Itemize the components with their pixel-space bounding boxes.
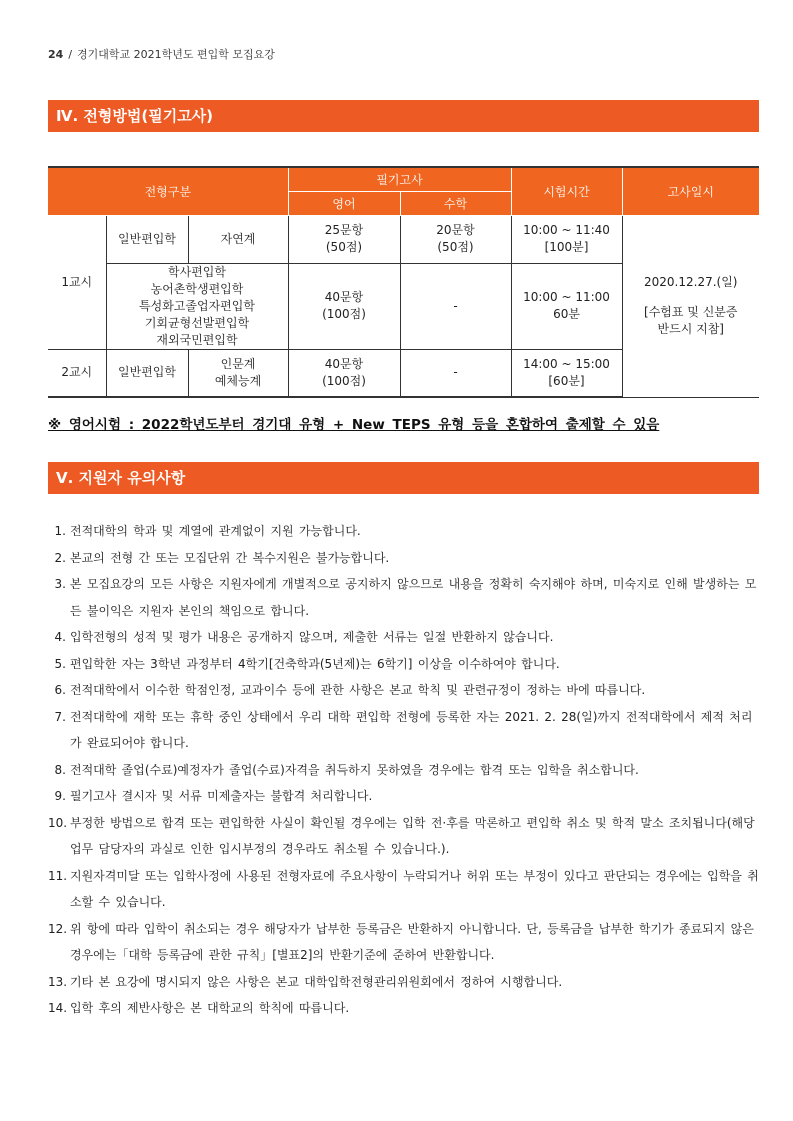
admission-type: 재외국민편입학	[156, 332, 238, 347]
table-header-row	[48, 167, 759, 191]
time-range: 10:00 ~ 11:00	[523, 290, 610, 304]
duration: [60분]	[548, 373, 585, 388]
list-item	[48, 624, 763, 651]
item-number: 3.	[54, 577, 66, 591]
admission-type: 농어촌학생편입학	[150, 281, 244, 296]
question-count: 25문항	[324, 223, 364, 237]
item-text: 본교의 전형 간 또는 모집단위 간 복수지원은 불가능합니다.	[70, 550, 390, 565]
points: (50점)	[437, 240, 474, 254]
bring-id-note-2: 반드시 지참]	[657, 322, 724, 336]
item-number: 7.	[54, 709, 66, 724]
exam-date: 2020.12.27.(일)	[644, 275, 738, 289]
item-text: 입학전형의 성적 및 평가 내용은 공개하지 않으며, 제출한 서류는 일절 반환하지 않습니다.	[70, 630, 554, 644]
admission-type: 기회균형선발편입학	[144, 315, 250, 330]
item-text: 필기고사 결시자 및 서류 미제출자는 불합격 처리합니다.	[70, 789, 373, 803]
item-number: 6.	[54, 683, 66, 697]
list-item	[48, 518, 763, 545]
bring-id-note: [수험표 및 신분증	[644, 305, 738, 319]
list-item	[48, 969, 763, 996]
points: (50점)	[325, 240, 363, 254]
points: (100점)	[322, 373, 366, 388]
section-title-applicant-notes: Ⅴ. 지원자 유의사항	[48, 462, 759, 494]
list-item	[48, 783, 763, 810]
item-text: 지원자격미달 또는 입학사정에 사용된 전형자료에 주요사항이 누락되거나 허위 또는 부정이 있다고 판단되는 경우에는 입학을 취소할 수 있습니다.	[70, 868, 759, 909]
caution-list	[48, 518, 763, 1022]
track-cell: 자연계	[188, 215, 288, 263]
time-range: 14:00 ~ 15:00	[523, 356, 610, 371]
question-count: 40문항	[324, 290, 364, 304]
list-item	[48, 995, 763, 1022]
duration: [100분]	[544, 240, 589, 254]
item-number: 4.	[54, 630, 66, 644]
item-number: 1.	[54, 524, 66, 538]
exam-date-cell	[622, 215, 759, 397]
english-exam-note: ※ 영어시험 : 2022학년도부터 경기대 유형 + New TEPS 유형 등을 혼합하여 출제할 수 있음	[48, 417, 660, 433]
page-number: 24	[48, 48, 64, 61]
item-number: 5.	[54, 656, 66, 671]
header-written-exam: 필기고사	[288, 167, 511, 191]
time-cell	[511, 349, 622, 397]
list-item	[48, 810, 763, 863]
item-number: 8.	[54, 762, 66, 777]
time-cell	[511, 263, 622, 349]
list-item	[48, 677, 763, 704]
item-number: 2.	[54, 550, 66, 565]
admission-type: 특성화고졸업자편입학	[139, 298, 255, 313]
header-exam-date: 고사일시	[622, 167, 759, 215]
admission-type: 학사편입학	[168, 264, 226, 279]
list-item	[48, 571, 763, 624]
item-text: 전적대학에 재학 또는 휴학 중인 상태에서 우리 대학 편입학 전형에 등록한 자는 2021. 2. 28(일)까지 전적대학에서 제적 처리가 완료되어야 합니다.	[70, 709, 753, 750]
math-cell: -	[400, 263, 511, 349]
item-text: 전적대학에서 이수한 학점인정, 교과이수 등에 관한 사항은 본교 학칙 및 관련규정이 정하는 바에 따릅니다.	[70, 683, 646, 697]
header-english: 영어	[288, 191, 400, 215]
item-text: 본 모집요강의 모든 사항은 지원자에게 개별적으로 공지하지 않으므로 내용을 정확히 숙지해야 하며, 미숙지로 인해 발생하는 모든 불이익은 지원자 본인의 책임으로 합니다.	[70, 577, 757, 618]
item-number: 10.	[48, 815, 68, 830]
list-item	[48, 916, 763, 969]
item-text: 부정한 방법으로 합격 또는 편입학한 사실이 확인될 경우에는 입학 전·후를 막론하고 편입학 취소 및 학적 말소 조치됩니다(해당업무 담당자의 과실로 인한 입시부정의 경우라도 취소될 수 있습니다.).	[70, 815, 755, 856]
list-item	[48, 651, 763, 678]
question-count: 20문항	[436, 223, 475, 237]
exam-schedule-table	[48, 166, 759, 398]
list-item	[48, 863, 763, 916]
header-math: 수학	[400, 191, 511, 215]
list-item	[48, 704, 763, 757]
english-cell	[288, 215, 400, 263]
item-number: 12.	[48, 921, 68, 936]
item-number: 13.	[48, 974, 68, 989]
period-1-cell: 1교시	[48, 215, 106, 349]
item-text: 전적대학 졸업(수료)예정자가 졸업(수료)자격을 취득하지 못하였을 경우에는 합격 또는 입학을 취소합니다.	[70, 762, 639, 777]
item-text: 입학 후의 제반사항은 본 대학교의 학칙에 따릅니다.	[70, 1001, 350, 1015]
item-text: 위 항에 따라 입학이 취소되는 경우 해당자가 납부한 등록금은 반환하지 아니합니다. 단, 등록금을 납부한 학기가 종료되지 않은 경우에는「대학 등록금에 관한 규칙」[별표2]의 반환기준에 준하여 반환합니다.	[70, 921, 754, 962]
math-cell	[400, 215, 511, 263]
track-cell	[188, 349, 288, 397]
item-number: 14.	[48, 1001, 68, 1015]
track: 예체능계	[214, 373, 262, 388]
item-text: 전적대학의 학과 및 계열에 관계없이 지원 가능합니다.	[70, 524, 361, 538]
math-cell: -	[400, 349, 511, 397]
admission-type-cell: 일반편입학	[106, 215, 188, 263]
list-item	[48, 545, 763, 572]
header-exam-time: 시험시간	[511, 167, 622, 215]
header-category: 전형구분	[48, 167, 288, 215]
english-cell	[288, 349, 400, 397]
item-text: 편입학한 자는 3학년 과정부터 4학기[건축학과(5년제)는 6학기] 이상을 이수하여야 합니다.	[70, 656, 560, 671]
time-range: 10:00 ~ 11:40	[523, 223, 610, 237]
table-row	[48, 215, 759, 263]
item-number: 9.	[54, 789, 66, 803]
duration: 60분	[553, 307, 580, 321]
time-cell	[511, 215, 622, 263]
admission-type-cell: 일반편입학	[106, 349, 188, 397]
question-count: 40문항	[324, 356, 364, 371]
section-title-screening-method: Ⅳ. 전형방법(필기고사)	[48, 100, 759, 132]
english-cell	[288, 263, 400, 349]
header-separator: /	[68, 48, 73, 61]
item-number: 11.	[48, 868, 68, 883]
document-title: 경기대학교 2021학년도 편입학 모집요강	[77, 48, 275, 61]
item-text: 기타 본 요강에 명시되지 않은 사항은 본교 대학입학전형관리위원회에서 정하여 시행합니다.	[70, 974, 563, 989]
period-2-cell: 2교시	[48, 349, 106, 397]
special-admission-types-cell	[106, 263, 288, 349]
running-header	[48, 46, 275, 62]
list-item	[48, 757, 763, 784]
track: 인문계	[220, 356, 256, 371]
points: (100점)	[322, 307, 366, 321]
